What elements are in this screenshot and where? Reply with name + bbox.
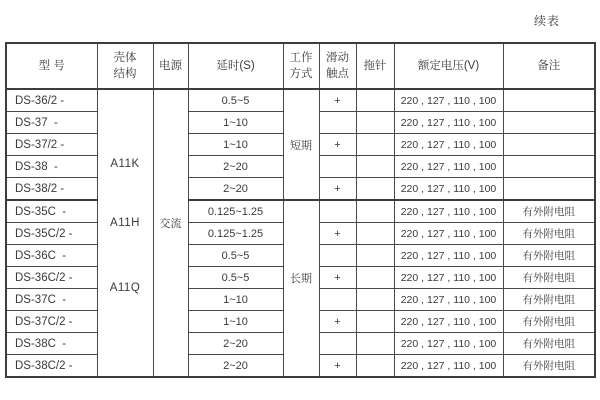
sliding-contact-cell: + [319, 355, 356, 378]
header-work-mode [283, 43, 319, 89]
note-cell [503, 112, 595, 134]
shell-group-label: A11H [110, 216, 140, 229]
voltage-cell: 220 , 127 , 110 , 100 [394, 89, 503, 112]
delay-cell: 0.125~1.25 [188, 200, 283, 223]
drag-pin-cell [356, 156, 394, 178]
spec-table [5, 42, 596, 378]
model-cell: DS-36C/2 - [6, 267, 97, 289]
header-mode-line1: 工作 [289, 51, 313, 64]
header-row [6, 43, 595, 89]
continued-table-label: 续表 [534, 14, 561, 28]
header-shell-line1: 壳体 [113, 51, 137, 64]
delay-cell: 0.5~5 [188, 245, 283, 267]
work-mode-long-label: 长期 [290, 272, 312, 285]
sliding-contact-cell [319, 333, 356, 355]
drag-pin-cell [356, 267, 394, 289]
sliding-contact-cell: + [319, 267, 356, 289]
drag-pin-cell [356, 200, 394, 223]
sliding-contact-cell [319, 112, 356, 134]
delay-cell: 0.125~1.25 [188, 223, 283, 245]
table-row [6, 200, 595, 223]
drag-pin-cell [356, 134, 394, 156]
drag-pin-cell [356, 112, 394, 134]
model-cell: DS-38C - [6, 333, 97, 355]
drag-pin-cell [356, 355, 394, 378]
delay-cell: 2~20 [188, 333, 283, 355]
voltage-cell: 220 , 127 , 110 , 100 [394, 112, 503, 134]
voltage-cell: 220 , 127 , 110 , 100 [394, 156, 503, 178]
header-drag-pin: 拖针 [356, 43, 394, 89]
voltage-cell: 220 , 127 , 110 , 100 [394, 289, 503, 311]
voltage-cell: 220 , 127 , 110 , 100 [394, 200, 503, 223]
sliding-contact-cell [319, 156, 356, 178]
header-shell-line2: 结构 [113, 68, 137, 80]
note-cell: 有外附电阻 [503, 311, 595, 333]
model-cell: DS-37 - [6, 112, 97, 134]
power-cell [153, 89, 188, 377]
drag-pin-cell [356, 223, 394, 245]
work-mode-long-cell [283, 200, 319, 377]
note-cell: 有外附电阻 [503, 223, 595, 245]
voltage-cell: 220 , 127 , 110 , 100 [394, 267, 503, 289]
header-note: 备注 [503, 43, 595, 89]
sliding-contact-cell: + [319, 134, 356, 156]
voltage-cell: 220 , 127 , 110 , 100 [394, 245, 503, 267]
table-row [6, 89, 595, 112]
voltage-cell: 220 , 127 , 110 , 100 [394, 134, 503, 156]
model-cell: DS-35C - [6, 200, 97, 223]
model-cell: DS-37/2 - [6, 134, 97, 156]
work-mode-short-label: 短期 [290, 139, 312, 152]
header-slide-line1: 滑动 [326, 51, 349, 64]
note-cell: 有外附电阻 [503, 245, 595, 267]
model-cell: DS-37C - [6, 289, 97, 311]
delay-cell: 2~20 [188, 178, 283, 201]
shell-group-label: A11K [110, 158, 140, 171]
note-cell: 有外附电阻 [503, 355, 595, 378]
delay-cell: 2~20 [188, 355, 283, 378]
delay-cell: 2~20 [188, 156, 283, 178]
header-power: 电源 [153, 43, 188, 89]
note-cell [503, 178, 595, 201]
voltage-cell: 220 , 127 , 110 , 100 [394, 355, 503, 378]
model-cell: DS-36/2 - [6, 89, 97, 112]
drag-pin-cell [356, 245, 394, 267]
delay-cell: 1~10 [188, 134, 283, 156]
voltage-cell: 220 , 127 , 110 , 100 [394, 223, 503, 245]
model-cell: DS-35C/2 - [6, 223, 97, 245]
drag-pin-cell [356, 178, 394, 201]
drag-pin-cell [356, 333, 394, 355]
sliding-contact-cell [319, 245, 356, 267]
sliding-contact-cell [319, 289, 356, 311]
drag-pin-cell [356, 289, 394, 311]
sliding-contact-cell: + [319, 89, 356, 112]
drag-pin-cell [356, 89, 394, 112]
delay-cell: 1~10 [188, 289, 283, 311]
delay-cell: 0.5~5 [188, 89, 283, 112]
model-cell: DS-38/2 - [6, 178, 97, 201]
sliding-contact-cell [319, 200, 356, 223]
note-cell [503, 89, 595, 112]
voltage-cell: 220 , 127 , 110 , 100 [394, 311, 503, 333]
model-cell: DS-38C/2 - [6, 355, 97, 378]
voltage-cell: 220 , 127 , 110 , 100 [394, 333, 503, 355]
header-model: 型 号 [6, 43, 97, 89]
header-shell-structure [97, 43, 153, 89]
delay-cell: 1~10 [188, 112, 283, 134]
header-rated-voltage: 额定电压(V) [394, 43, 503, 89]
note-cell [503, 156, 595, 178]
delay-cell: 0.5~5 [188, 267, 283, 289]
note-cell: 有外附电阻 [503, 200, 595, 223]
shell-group-label: A11Q [109, 282, 141, 295]
power-value: 交流 [159, 218, 182, 230]
model-cell: DS-38 - [6, 156, 97, 178]
model-cell: DS-37C/2 - [6, 311, 97, 333]
header-mode-line2: 方式 [289, 68, 313, 80]
drag-pin-cell [356, 311, 394, 333]
model-cell: DS-36C - [6, 245, 97, 267]
work-mode-short-cell [283, 89, 319, 200]
shell-structure-cell [97, 89, 153, 377]
header-slide-line2: 触点 [326, 68, 349, 80]
note-cell: 有外附电阻 [503, 333, 595, 355]
sliding-contact-cell: + [319, 311, 356, 333]
note-cell [503, 134, 595, 156]
note-cell: 有外附电阻 [503, 289, 595, 311]
note-cell: 有外附电阻 [503, 267, 595, 289]
voltage-cell: 220 , 127 , 110 , 100 [394, 178, 503, 201]
header-sliding-contact [319, 43, 356, 89]
sliding-contact-cell: + [319, 223, 356, 245]
delay-cell: 1~10 [188, 311, 283, 333]
header-delay: 延时(S) [188, 43, 283, 89]
sliding-contact-cell: + [319, 178, 356, 201]
